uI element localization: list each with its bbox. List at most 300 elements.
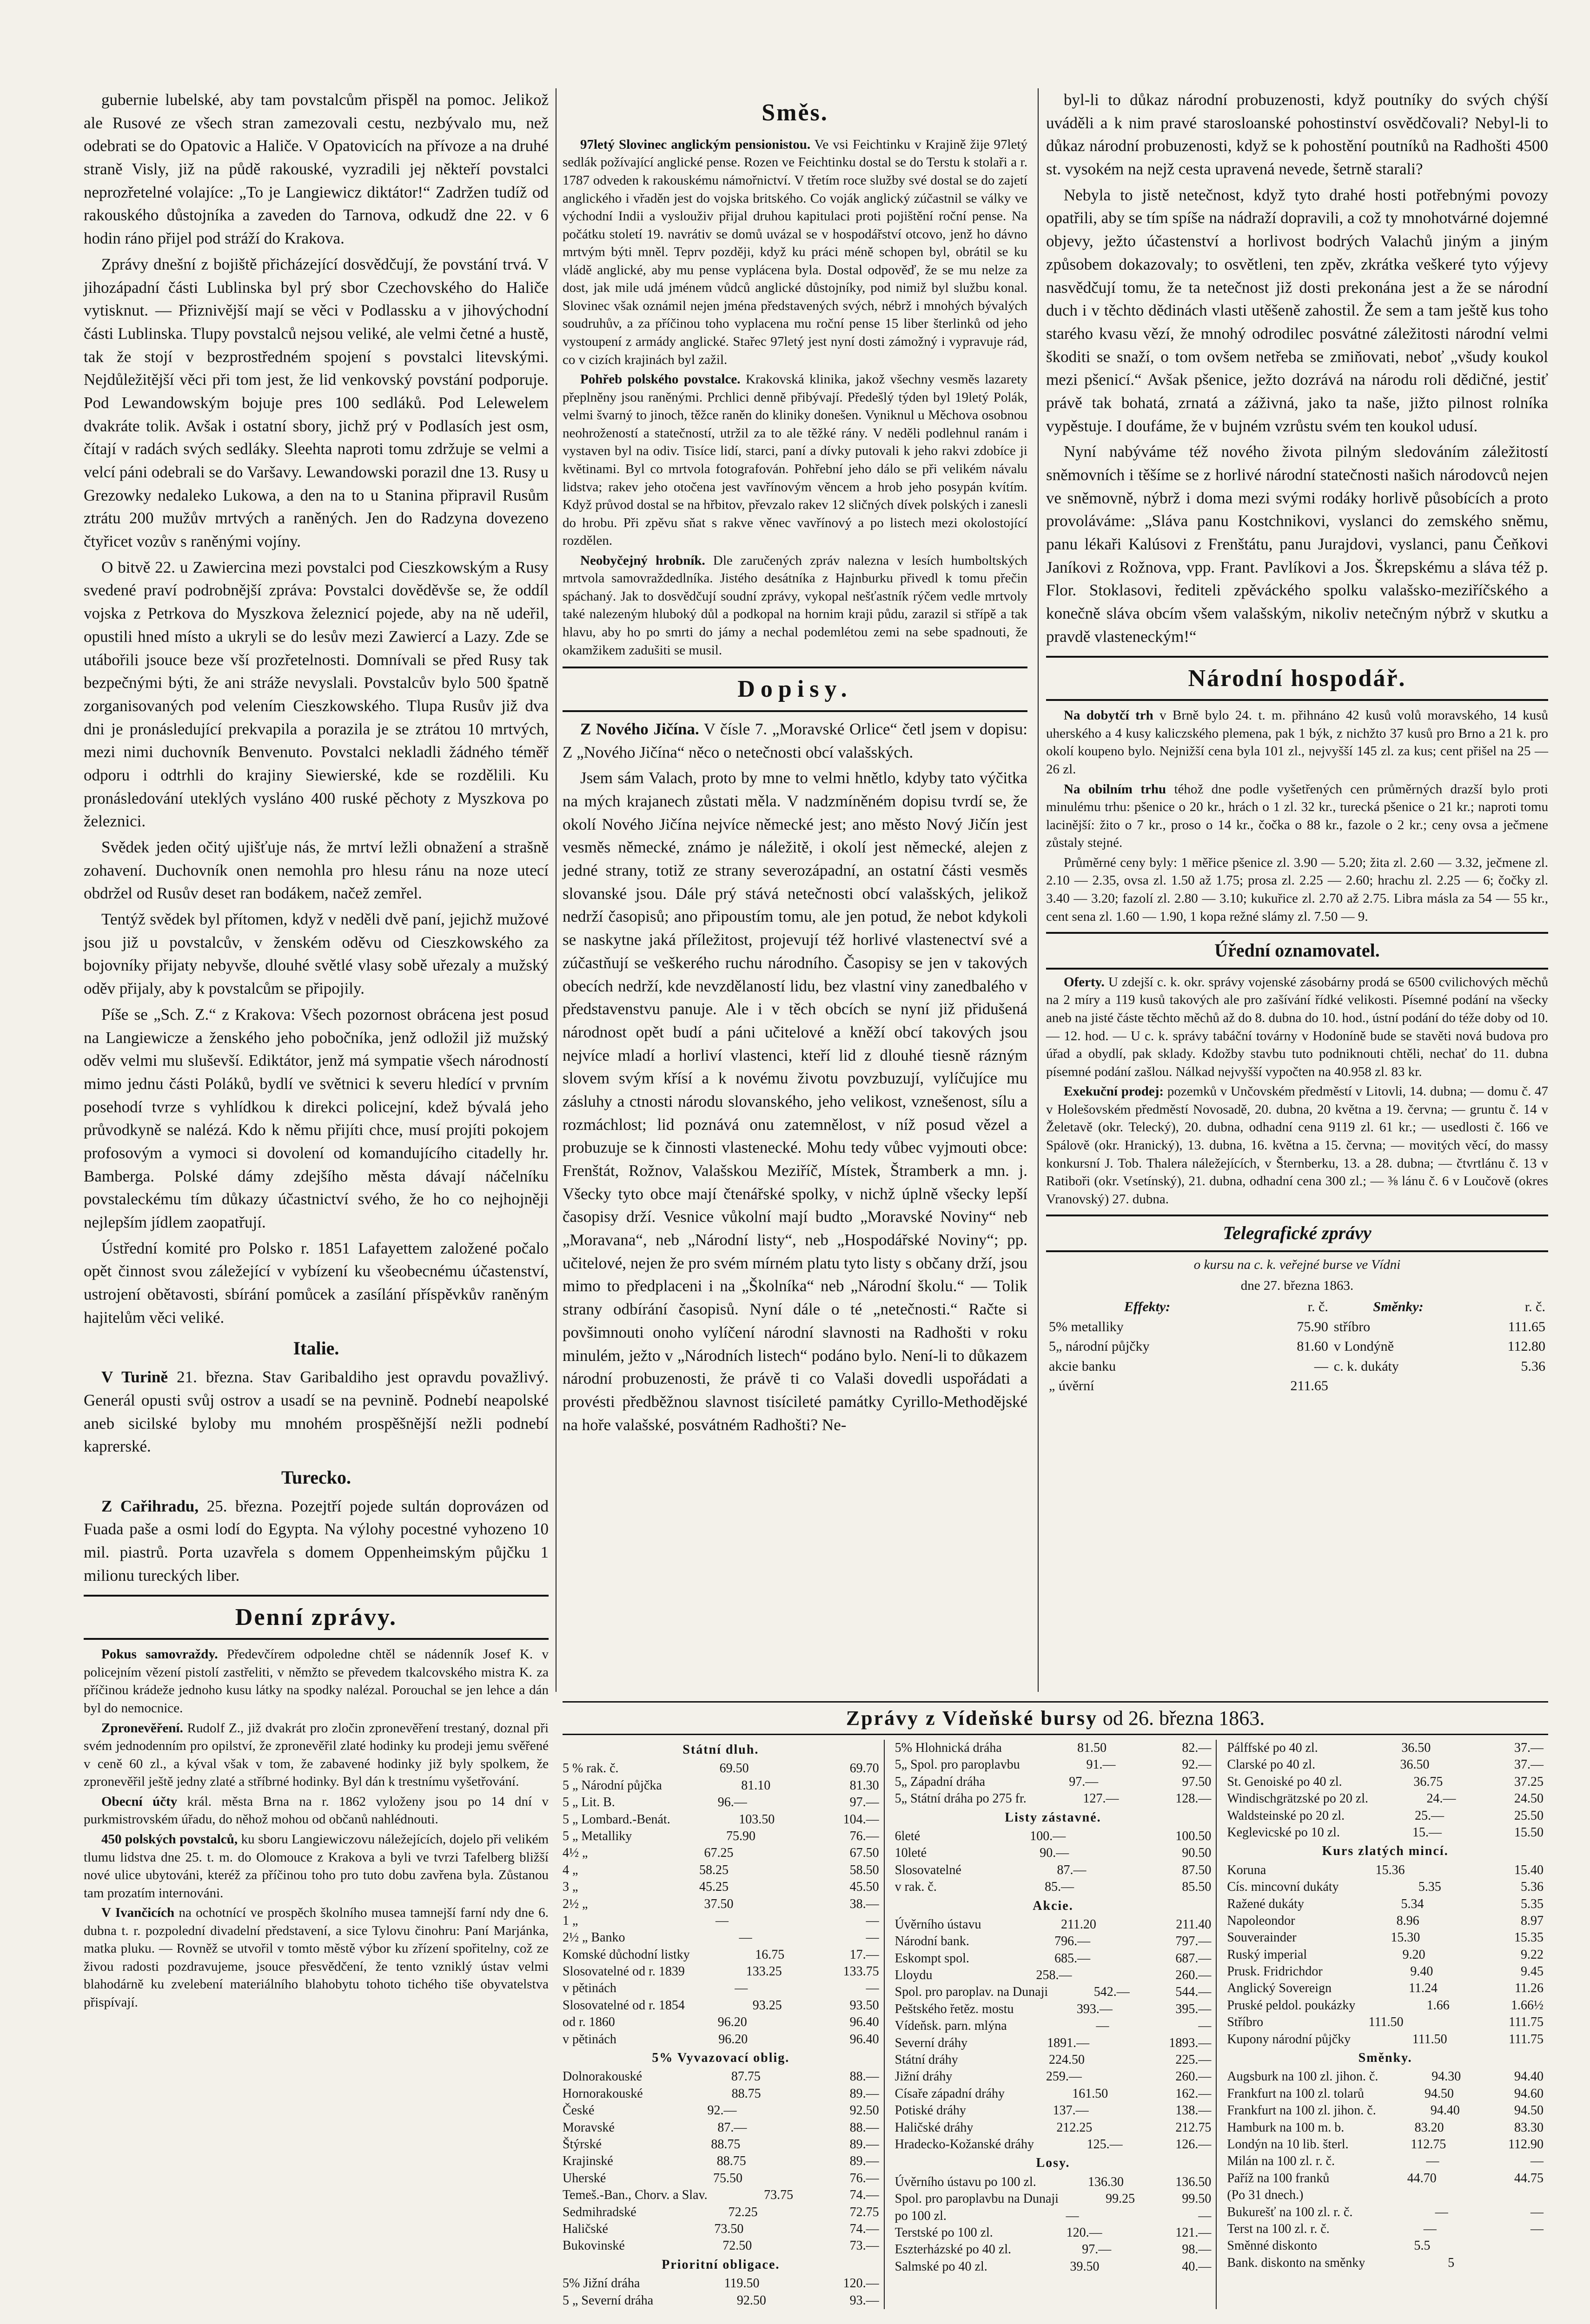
bursa-row-label: Haličské	[563, 2221, 608, 2236]
bursa-row-label: Úvěrního ústavu po 100 zl.	[894, 2174, 1036, 2189]
bursa-row-value: 67.25	[704, 1846, 734, 1861]
italie-article: V Turině 21. března. Stav Garibaldiho jest opravdu považlivý. Generál opusti svůj ostrov a usadí se na pevnině. Podnebí neapolské aneb sicilské byloby mu mnohém prospěšnější nežli podnebí kaprerské.	[84, 1368, 549, 1456]
item-lead: Neobyčejný hrobník.	[580, 553, 705, 568]
effekty-head: Effekty:	[1124, 1299, 1171, 1315]
bursa-row-value: —	[866, 1981, 879, 1996]
item-lead: Obecní účty	[101, 1794, 178, 1809]
item-lead: V Ivančicích	[101, 1905, 175, 1921]
bursa-row-value: 88.75	[731, 2086, 761, 2101]
bursa-row	[895, 1828, 1212, 1845]
item-lead: 450 polských povstalců,	[101, 1831, 238, 1847]
bursa-row	[895, 2174, 1212, 2191]
bursa-section-title: Státní dluh.	[682, 1743, 759, 1757]
bursa-row-label: 5 „ Metalliky	[563, 1829, 632, 1843]
bursa-row-value: 15.—	[1412, 1825, 1442, 1840]
bursa-row-value: 9.22	[1521, 1947, 1544, 1962]
bursa-row-value: 15.50	[1514, 1825, 1544, 1840]
bursa-row-label: 4 „	[563, 1862, 578, 1877]
bursa-row	[1227, 1896, 1544, 1913]
bursa-row	[1227, 1774, 1544, 1790]
bursa-row-value: —	[866, 1930, 879, 1945]
bursa-row-value: —	[1435, 2205, 1448, 2219]
bursa-row-label: Kupony národní půjčky	[1227, 2032, 1351, 2047]
item-text: ku sboru Langiewiczovu náležejících, dojelo při velikém tlumu lidstva dne 25. t. m. do Olomouce z Krakova a byli ve tvrzi Tafelberg bližší nové ulice ubytováni, kteréž za příčinou toho pro tuto dobu zavřena byla. Zůstanou tam prozatím internováni.	[84, 1831, 549, 1901]
bursa-row	[895, 1756, 1212, 1773]
bursa-row-value: 111.75	[1509, 2032, 1544, 2047]
bursa-row	[563, 2275, 879, 2292]
bursa-row-label: Haličské dráhy	[894, 2120, 974, 2135]
notice-item	[1046, 973, 1548, 1081]
bursa-row-value: 11.24	[1409, 1981, 1438, 1996]
bursa-row-value: 9.45	[1521, 1964, 1544, 1979]
bursa-row-value: 85.50	[1182, 1880, 1212, 1895]
tele-row	[1046, 1357, 1548, 1377]
effekt-value: —	[1314, 1358, 1328, 1374]
bursa-row-label: Eskompt spol.	[894, 1951, 969, 1966]
bursa-row-value: 74.—	[849, 2221, 879, 2236]
bursa-row-label: Štýrské	[563, 2137, 602, 2152]
bursa-row-label: Milán na 100 zl. r. č.	[1227, 2154, 1335, 2169]
bursa-section-title: Kurs zlatých mincí.	[1322, 1844, 1449, 1859]
section-title-smes: Směs.	[762, 99, 828, 126]
smenka-value: 112.80	[1507, 1339, 1545, 1354]
bursa-row-value: 92.—	[1182, 1757, 1212, 1772]
bursa-row-value: 75.90	[726, 1829, 755, 1843]
notice-item	[1046, 1083, 1548, 1208]
bursa-row-label: Spol. pro paroplavbu na Dunaji	[894, 2192, 1059, 2206]
item-text: Ve vsi Feichtinku v Krajině žije 97letý sedlák požívající anglické pense. Rozen ve Feichtinku dostal se do Terstu k stolaři a r. 1787 odveden k rakouskému námořnictví. V třetím roce služby své dostal se do zajetí anglického i vřaděn jest do vojska britského. Co voják anglický zúčastnil se války ve východní Indii a vyslouživ přijal druhou kapitulaci proti pojištění roční pense. Na počátku století 19. navrátiv se domů uvázal se v hospodářství otcovo, jenž ho dávno mrtvým býti mněl. Teprv později, když ku práci méně schopen byl, obrátil se ku vládě anglické, aby mu pense vyplácena byla. Dostal odpověď, že se mu nelze za dost, jak mile udá jménem vůdců anglické důstojníky, pod nimiž byl službu konal. Slovinec však oznámil nejen jména představených svých, nébrž i mnohých bývalých soudruhův, a za příčinou toho vyplacena mu roční pense 15 liber šterlinků od jeho vystoupení z armády anglické. Stařec 97letý jest nyní dosti zámožný i vypravuje rád, co v cizích krajinách byl zažil.	[563, 137, 1027, 367]
bursa-row-value: 96.20	[717, 2015, 747, 2030]
bursa-row-value: 138.—	[1175, 2103, 1212, 2118]
bursa-row-value: 90.—	[1040, 1846, 1069, 1861]
bursa-row-value	[1492, 2255, 1544, 2271]
bursa-row-value: 24.50	[1514, 1791, 1544, 1806]
paragraph	[563, 718, 1027, 764]
bursa-row	[895, 1879, 1212, 1895]
bursa-row-value: 94.30	[1431, 2069, 1461, 2084]
bursa-row	[1227, 2153, 1544, 2170]
bursa-row-value: 137.—	[1053, 2103, 1089, 2118]
bursa-row	[895, 1862, 1212, 1879]
bursa-row-value: 94.40	[1514, 2069, 1544, 2084]
bursa-row-value: 73.75	[764, 2188, 794, 2203]
bursa-row-value: 15.36	[1375, 1862, 1405, 1877]
bursa-row-label: Windischgrätzské po 20 zl.	[1227, 1791, 1369, 1806]
bursa-row	[563, 1828, 879, 1845]
bursa-row-value: 1893.—	[1169, 2035, 1212, 2050]
bursa-row	[563, 1980, 879, 1997]
bursa-row	[1227, 2238, 1544, 2254]
bursa-row	[563, 1929, 879, 1946]
bursa-column	[563, 1740, 885, 2309]
bursa-row	[563, 2119, 879, 2136]
bursa-row-value: —	[866, 1913, 879, 1928]
bursa-row-value: 87.—	[717, 2120, 747, 2135]
bursa-row	[895, 2102, 1212, 2119]
bursa-row-label: Moravské	[563, 2120, 615, 2135]
bursa-row-value: 96.—	[717, 1795, 747, 1810]
news-item	[84, 1719, 549, 1791]
bursa-row	[1227, 2031, 1544, 2048]
bursa-row-label: Frankfurt na 100 zl. tolarů	[1227, 2086, 1365, 2101]
bursa-row-label: Císaře západní dráhy	[894, 2086, 1005, 2101]
bursa-row	[1227, 1790, 1544, 1807]
bursa-row-label: Národní bank.	[894, 1934, 969, 1949]
bursa-row-value: 83.30	[1514, 2120, 1544, 2135]
bursa-row-label: Komské důchodní listky	[563, 1947, 690, 1962]
bursa-row-value: 89.—	[849, 2154, 879, 2169]
bursa-row	[1227, 2014, 1544, 2031]
bursa-row-value: —	[1198, 2208, 1212, 2223]
bursa-row-value: 5.35	[1521, 1896, 1544, 1911]
bursa-row-value: 94.50	[1514, 2103, 1544, 2118]
item-text: Rudolf Z., již dvakrát pro zločin zpronevěření trestaný, doznal při svém jednodenním pro opilství, že zpronevěřil zlaté hodinky ku prodeji jemu svěřené v ceně 60 zl., a kýval však v tom, že zabavené hodinky již byly spolkem, že zpronevěřil ještě jedny zlaté a stříbrné hodinky. Byl dán k trestnímu vyšetřování.	[84, 1720, 549, 1789]
news-article-poland	[84, 88, 549, 1329]
bursa-row-value: 161.50	[1072, 2086, 1108, 2101]
bursa-row-value: 92.50	[849, 2103, 879, 2118]
bursa-row	[563, 2153, 879, 2170]
bursa-row-value: 93.50	[849, 1998, 879, 2013]
bursa-row-value: 211.20	[1060, 1917, 1096, 1932]
bursa-row	[1227, 1740, 1544, 1756]
bursa-row-value: —	[1096, 2019, 1109, 2034]
bursa-row-value: 36.50	[1400, 1757, 1430, 1772]
bursa-row-label: Salmské po 40 zl.	[894, 2259, 987, 2274]
bursa-row	[563, 1963, 879, 1980]
bursa-row-value: 97.50	[1182, 1774, 1212, 1789]
bursa-row	[563, 1913, 879, 1929]
bursa-row-value: 544.—	[1175, 1985, 1212, 2000]
bursa-row-value: 136.50	[1175, 2174, 1212, 2189]
bursa-row-value: 258.—	[1036, 1968, 1072, 1983]
bursa-row	[563, 2292, 879, 2309]
bursa-row-label: Bank. diskonto na směnky	[1227, 2255, 1365, 2270]
bursa-row-value: 15.40	[1514, 1862, 1544, 1877]
bursa-row-value: 5	[1448, 2255, 1455, 2270]
bursa-row-label: Keglevicské po 10 zl.	[1227, 1825, 1340, 1840]
bursa-row-label: (Po 31 dnech.)	[1227, 2188, 1304, 2203]
bursa-row-value: 212.75	[1175, 2120, 1212, 2135]
news-item	[563, 552, 1027, 659]
bursa-row	[895, 2086, 1212, 2102]
bursa-row-value	[1492, 2238, 1544, 2254]
bursa-row-label: Potiské dráhy	[894, 2103, 966, 2118]
bursa-row	[563, 2068, 879, 2085]
item-text: Dle zaručených zpráv nalezna v lesích humboltských mrtvola samovraždedlníka. Jistého desátníka z Hajnburku přivedl k tomu přečin spáchaný. Jak to dosvědčují soudní zprávy, vykopal nešťastník rýčem vedle mrtvoly také nalezeným hluboký důl a podkopal na hornim kraji půdu, zarazil si střípě a tak hlavu, aby ho po smrti do jámy a nechal podemlétou zemi na sebe spadnouti, že okamžikem zadušiti se musil.	[563, 553, 1028, 658]
bursa-row	[1227, 1980, 1544, 1997]
dopis-lead: Z Nového Jičína.	[580, 720, 699, 738]
bursa-row-label: Koruna	[1227, 1862, 1266, 1877]
telegraficke-zpravy	[1046, 1215, 1548, 1396]
paragraph: Tentýž svědek byl přítomen, když v neděli dvě paní, jejichž mužové jsou již u povstalcův, v ženském oděvu od Cieszkowského za bojovníky přijaty nebyvše, dlouhé světlé vlasy sobě uřezaly a mužský oděv přijaly, aby k povstalcům se připojily.	[84, 910, 549, 998]
bursa-row-label: Krajinské	[563, 2154, 613, 2169]
bursa-row-value: 120.—	[843, 2276, 879, 2291]
bursa-row-label: od r. 1860	[563, 2015, 615, 2030]
bursa-row-value: 69.50	[719, 1761, 749, 1776]
bursa-row-value: 97.—	[1082, 2242, 1112, 2257]
bursa-row-value: 99.50	[1182, 2192, 1212, 2206]
bursa-row-value: 15.30	[1391, 1930, 1420, 1945]
bursa-row-value: 67.50	[849, 1846, 879, 1861]
bursa-row-value: 1.66	[1426, 1998, 1450, 2013]
bursa-row-value: 37.—	[1514, 1757, 1544, 1772]
bursa-row-label: Sedmihradské	[563, 2205, 636, 2219]
bursa-row-label: 2½ „ Banko	[563, 1930, 625, 1945]
bursa-row-value: 72.50	[722, 2238, 752, 2253]
bursa-section-title: 5% Vyvazovací oblig.	[652, 2051, 790, 2066]
bursa-row-label: Pruské peldol. poukázky	[1227, 1998, 1356, 2013]
bursa-row-label: po 100 zl.	[894, 2208, 947, 2223]
bursa-row-value: 76.—	[849, 1829, 879, 1843]
bursa-row-value: 125.—	[1086, 2137, 1123, 2152]
bursa-row-label: Dolnorakouské	[563, 2069, 643, 2084]
tele-rows	[1046, 1317, 1548, 1396]
bursa-row-label: 10leté	[894, 1846, 927, 1861]
bursa-row-label: Lloydu	[894, 1968, 933, 1983]
bursa-row-value: 685.—	[1054, 1951, 1091, 1966]
bursa-row	[563, 2238, 879, 2254]
bursa-row-value: 75.50	[713, 2171, 742, 2185]
bursa-row-value: 16.75	[755, 1947, 785, 1962]
bursa-section-title: Prioritní obligace.	[662, 2257, 780, 2272]
bursa-row-value: 136.30	[1088, 2174, 1124, 2189]
bursa-row-value: —	[1530, 2154, 1544, 2169]
bursa-row	[1227, 1913, 1544, 1929]
smenka-value: 111.65	[1508, 1319, 1545, 1334]
bursa-row	[563, 2221, 879, 2238]
column-right	[1046, 88, 1548, 1398]
section-title-telegraficke-zpravy: Telegrafické zprávy	[1046, 1215, 1548, 1252]
bursa-row-value: 9.40	[1410, 1964, 1433, 1979]
bursa-row-value: 104.—	[843, 1812, 879, 1827]
bursa-row	[563, 1760, 879, 1777]
bursa-row-label: Slosovatelné od r. 1839	[563, 1964, 685, 1979]
bursa-row-value: 69.70	[849, 1761, 879, 1776]
bursa-row-label: Severní dráhy	[894, 2035, 967, 2050]
bursa-row-value: 112.75	[1411, 2137, 1446, 2152]
turecko-article: Z Cařihradu, 25. března. Pozejtří pojede sultán doprovázen od Fuada paše a osmi lodí do Egypta. Na výlohy pocestné vyhozeno 10 mil. piastrů. Porta uzavřela s domem Oppenheimským půjčku 1 milionu tureckých liber.	[84, 1497, 549, 1585]
bursa-row	[1227, 1879, 1544, 1895]
bursa-row-value: 796.—	[1054, 1934, 1091, 1949]
bursa-row-value: 17.—	[849, 1947, 879, 1962]
bursa-row-label: 5 „ Národní půjčka	[563, 1778, 662, 1793]
item-text: v Brně bylo 24. t. m. přihnáno 42 kusů volů moravského, 14 kusů uherského a 4 kusy kaliczského plemena, pak 1 býk, z nichžto 37 kusů pro Brno a 21 k. pro okolí koupeno bylo. Nejnižší cena byla 101 zl., nejvyšší 145 zl. za kus; cent přišel na 25 — 26 zl.	[1046, 708, 1548, 777]
bursa-row-label: Ražené dukáty	[1227, 1896, 1304, 1911]
bursa-row-label: Augsburk na 100 zl. jihon. č.	[1227, 2069, 1378, 2084]
bursa-row-label: Anglický Sovereign	[1227, 1981, 1332, 1996]
market-item	[1046, 854, 1548, 925]
bursa-row-value: 96.40	[849, 2015, 879, 2030]
market-item	[1046, 780, 1548, 852]
bursa-row-value: —	[735, 1981, 748, 1996]
effekt-value: 75.90	[1297, 1319, 1328, 1334]
bursa-row-label: Bukovinské	[563, 2238, 625, 2253]
bursa-row	[1227, 1947, 1544, 1963]
bursa-row-label: 4½ „	[563, 1846, 588, 1861]
bursa-section-title: Směnky.	[1358, 2051, 1412, 2066]
bursa-row	[1227, 1963, 1544, 1980]
bursa-row-label: České	[563, 2103, 595, 2118]
bursa-row-value: 58.50	[849, 1862, 879, 1877]
bursa-row-value: 211.40	[1176, 1917, 1212, 1932]
tele-row	[1046, 1337, 1548, 1357]
bursa-row-value: 393.—	[1076, 2001, 1113, 2016]
bursa-row-label: v pětinách	[563, 1981, 616, 1996]
bursa-title: Zprávy z Vídeňské bursy od 26. března 1863.	[563, 1701, 1548, 1735]
bursa-row-label: 5 % rak. č.	[563, 1761, 619, 1776]
effekt-label: 5% metalliky	[1049, 1319, 1124, 1334]
bursa-row-value: 5.34	[1401, 1896, 1424, 1911]
bursa-row-value: 91.—	[1086, 1757, 1116, 1772]
bursa-column	[1227, 1740, 1548, 2309]
bursa-row-label: Stříbro	[1227, 2015, 1264, 2030]
item-lead: Pokus samovraždy.	[101, 1647, 218, 1662]
smenka-value: 5.36	[1521, 1358, 1545, 1374]
bursa-row-label: 5„ Spol. pro paroplavbu	[894, 1757, 1020, 1772]
item-text: král. města Brna na r. 1862 vyloženy jsou po 14 dní v purkmistrovském úřadu, do něhož mohou od občanů nahlédnouti.	[84, 1794, 549, 1827]
bursa-row	[563, 2136, 879, 2153]
bursa-row	[895, 2052, 1212, 2068]
smes-list	[563, 136, 1027, 659]
bursa-row	[563, 1777, 879, 1794]
dopis-article-continued	[1046, 88, 1548, 648]
bursa-row-value: 111.50	[1412, 2032, 1447, 2047]
bursa-row-label: 5% Hlohnická dráha	[894, 1741, 1002, 1755]
smenka-value	[1465, 1376, 1548, 1396]
bursa-row	[1227, 2221, 1544, 2238]
bursa-row-value: 38.—	[849, 1896, 879, 1911]
column-left	[84, 88, 549, 2014]
bursa-row-value	[1372, 2187, 1424, 2204]
bursa-row-value: 73.50	[714, 2221, 744, 2236]
bursa-row-value: 72.25	[728, 2205, 758, 2219]
bursa-row	[563, 2086, 879, 2102]
effekt-value: 81.60	[1297, 1339, 1328, 1354]
bursa-row-value: 1891.—	[1047, 2035, 1090, 2050]
bursa-row	[895, 2208, 1212, 2225]
bursa-row	[895, 2225, 1212, 2241]
bursa-row-value: 260.—	[1175, 2069, 1212, 2084]
bursa-row-label: Spol. pro paroplav. na Dunaji	[894, 1985, 1048, 2000]
bursa-row-value: 39.50	[1070, 2259, 1100, 2274]
bursa-row-value: 36.50	[1401, 1741, 1431, 1755]
section-title-turecko: Turecko.	[281, 1466, 351, 1488]
bursa-row	[895, 1950, 1212, 1967]
bursa-row-label: Cís. mincovní dukáty	[1227, 1880, 1339, 1895]
tele-row	[1046, 1317, 1548, 1337]
paragraph: Nyní nabýváme též nového života pilným sledováním záležitostí sněmovních i těšíme se z horlivé národní statečnosti našich národovců nejen ve sněmovně, nýbrž i doma mezi svými rodáky horlivě působících a proto provoláváme: „Sláva panu Kostchnikovi, vyslanci do zemského sněmu, panu lékaři Kalúsovi z Frenštátu, panu Jurajdovi, vyslanci, panu Čeňkovi Janíkovi z Rožnova, vpp. Frant. Pavlíkovi a Jos. Škrepskému a sláva též p. Flor. Stoklasovi, řediteli zpěváckého spolku valašsko-meziříčského a konečně sláva obcím všem valašským, nikoliv netečným nýbrž v skutku a pravdě vlasteneckým!“	[1046, 442, 1548, 646]
bursa-row-label: 1 „	[563, 1913, 578, 1928]
bursa-row-value: 72.75	[849, 2205, 879, 2219]
effekt-label: akcie banku	[1049, 1358, 1116, 1374]
bursa-row-value: 395.—	[1175, 2001, 1212, 2016]
bursa-row-value: 58.25	[699, 1862, 729, 1877]
bursa-row-value: 85.—	[1045, 1880, 1074, 1895]
bursa-row-value: —	[1423, 2221, 1437, 2236]
bursa-row-value: —	[1530, 2205, 1544, 2219]
bursa-row	[1227, 2136, 1544, 2153]
paragraph: Píše se „Sch. Z.“ z Krakova: Všech pozornost obrácena jest posud na Langiewicze a ženského jeho pobočníka, jenž odložil již mužský oděv velmi mu sluševší. Ediktátor, jenž má sympatie všech národností mimo jednu části Poláků, bydlí ve světnici k severu hledící v prvním posehodí tvrze s vyhlídkou k direkci policejní, kdež bývalá jeho průvodkyně se nalézá. Kdo k němu přijíti chce, musí projíti pokojem profosovým a vymoci si dovolení od komandujícího citadelly hr. Bamberga. Polské dámy zdejšího města dávají náčelníku povstaleckému tím důkazy účastnictví svého, že ho co nejhojněji nejlepším jídlem zaopatřují.	[84, 1005, 549, 1231]
bursa-row-value: 89.—	[849, 2086, 879, 2101]
bursa-row-label: Temeš.-Ban., Chorv. a Slav.	[563, 2188, 708, 2203]
bursa-row	[1227, 2119, 1544, 2136]
bursa-row	[563, 1862, 879, 1879]
bursa-row-value: 24.—	[1426, 1791, 1456, 1806]
bursa-row-value: 88.75	[716, 2154, 746, 2169]
paragraph: Zprávy dnešní z bojiště přicházející dosvědčují, že povstání trvá. V jihozápadní části Lublinska byl prý sbor Czechovského do Haliče vytisknut. — Přiznivější mají se věci v Podlassku a v jihovýchodní části Lublinska. Tlupy povstalců nejsou veliké, ale velmi četné a hustě, tak že stojí v bezprostředném spojení s povstalci litevskými. Nejdůležitější věci při tom jest, že lid venkovský povstání podporuje. Pod Lewandowským bojuje pres 100 sedláků. Pod Lelewelem dvakráte tolik. Avšak i ostatní sbory, jichž prý v Podlasích jest osm, čítají v radách svých sedláky. Sleehta naproti tomu zdržuje se velmi a velcí páni odebrali se do Varšavy. Lewandowski porazil dne 13. Rusy u Grezowky nedaleko Lukowa, a den na to u Stanina připravil Rusům ztrátu 200 mužův mrtvých a raněných. Jen do Radzyna dovezeno čtyřicet vozův s raněnými vojíny.	[84, 255, 549, 551]
bursa-row	[1227, 2086, 1544, 2102]
tele-kurs-table	[1046, 1297, 1548, 1396]
bursa-row-label: Frankfurt na 100 zl. jihon. č.	[1227, 2103, 1376, 2118]
bursa-row-value: —	[1426, 2154, 1439, 2169]
bursa-row-value: 111.50	[1368, 2015, 1404, 2030]
smenka-label: v Londýně	[1333, 1339, 1394, 1354]
paragraph: Svědek jeden očitý ujišťuje nás, že mrtví ležli obnažení a strašně zohavení. Duchovník onen nemohla pro hlesu ránu na noze utecí obdržel od Rusův deset ran bodákem, načež zemřel.	[84, 838, 549, 903]
bursa-row-value: 112.90	[1508, 2137, 1544, 2152]
bursa-row-value: 111.75	[1509, 2015, 1544, 2030]
bursa-row-value: 96.40	[849, 2032, 879, 2047]
smenka-label: stříbro	[1333, 1319, 1371, 1334]
news-item	[84, 1645, 549, 1717]
bursa-row	[895, 2119, 1212, 2136]
bursa-row-value: 92.—	[707, 2103, 737, 2118]
bursa-row-label: 3 „	[563, 1880, 578, 1895]
bursa-row-value: 225.—	[1175, 2053, 1212, 2067]
bursa-row-value: 126.—	[1175, 2137, 1212, 2152]
bursa-row-value: 97.—	[1069, 1774, 1099, 1789]
bursa-row-label: 5% Jižní dráha	[563, 2276, 640, 2291]
bursa-row-label: Hamburk na 100 m. b.	[1227, 2120, 1345, 2135]
bursa-row	[563, 1896, 879, 1913]
bursa-row-label: Slosovatelné od r. 1854	[563, 1998, 685, 2013]
bursa-row-label: 5 „ Lit. B.	[563, 1795, 615, 1810]
paragraph	[563, 766, 1027, 1436]
bursa-row-value: 260.—	[1175, 1968, 1212, 1983]
bursa-row-label: 5 „ Severní dráha	[563, 2293, 654, 2308]
bursa-row-value: 133.75	[843, 1964, 879, 1979]
bursa-row-value: 87.50	[1182, 1862, 1212, 1877]
bursa-row-value: 40.—	[1182, 2259, 1212, 2274]
bursa-row	[1227, 1756, 1544, 1773]
item-lead: Exekuční prodej:	[1064, 1084, 1164, 1099]
bursa-row-label: Waldsteinské po 20 zl.	[1227, 1808, 1345, 1823]
item-lead: Zpronevěření.	[101, 1720, 183, 1736]
item-text: pozemků v Unčovském předměstí v Litovli, 14. dubna; — domu č. 47 v Holešovském předměstí Novosadě, 20. dubna, 20 května a 19. června; — gruntu č. 14 v Želetavě (okr. Telecký), 20. dubna, odhadní cena 9119 zl. 61 kr.; — usedlosti č. 166 ve Spálově (okr. Hranický), 13. dubna, 16. května a 15. června; — movitých věcí, do massy konkursní J. Tob. Thalera náležejících, v Šternberku, 13. a 28. dubna; — čtvrtlánu č. 13 v Ratiboři (okr. Vsetínský), 21. dubna, odhadní cena 300 zl.; — ⅜ lánu č. 6 v Loučově (okres Vranovský) 27. dubna.	[1046, 1084, 1548, 1207]
item-lead: Na obilním trhu	[1064, 781, 1166, 797]
paragraph-text: V čísle 7. „Moravské Orlice“ četl jsem v dopisu: Z „Nového Jičína“ něco o netečnosti obcí valašských.	[563, 720, 1027, 761]
bursa-row	[1227, 2102, 1544, 2119]
bursa-row-label: St. Genoiské po 40 zl.	[1227, 1774, 1342, 1789]
bursa-row-label: 5„ Západní dráha	[894, 1774, 986, 1789]
section-title-italie: Italie.	[293, 1338, 339, 1359]
bursa-row-value: 82.—	[1182, 1741, 1212, 1755]
bursa-row-label: Terst na 100 zl. r. č.	[1227, 2221, 1330, 2236]
bursa-row-label: 2½ „	[563, 1896, 588, 1911]
bursa-row	[895, 1984, 1212, 2000]
bursa-row	[1227, 1824, 1544, 1841]
bursa-row	[895, 2001, 1212, 2018]
bursa-row-label: v rak. č.	[894, 1880, 937, 1895]
news-item	[84, 1904, 549, 2011]
bursa-row-value: 120.—	[1066, 2225, 1102, 2240]
bursa-row-value: 212.25	[1056, 2120, 1093, 2135]
bursa-row-value: 88.—	[849, 2069, 879, 2084]
bursa-row	[1227, 2255, 1544, 2271]
bursa-row-value: 224.50	[1049, 2053, 1085, 2067]
paragraph: Ústřední komité pro Polsko r. 1851 Lafayettem založené počalo opět činnost svou záležející v vybízení ku všeobecnému účastenství, ustrojení obětavosti, sbírání pomůcek a zasílání příspěvkův raněným hajitelům věci veliké.	[84, 1239, 549, 1327]
bursa-row-value: 15.35	[1514, 1930, 1544, 1945]
bursa-row-value: 44.70	[1407, 2171, 1437, 2185]
